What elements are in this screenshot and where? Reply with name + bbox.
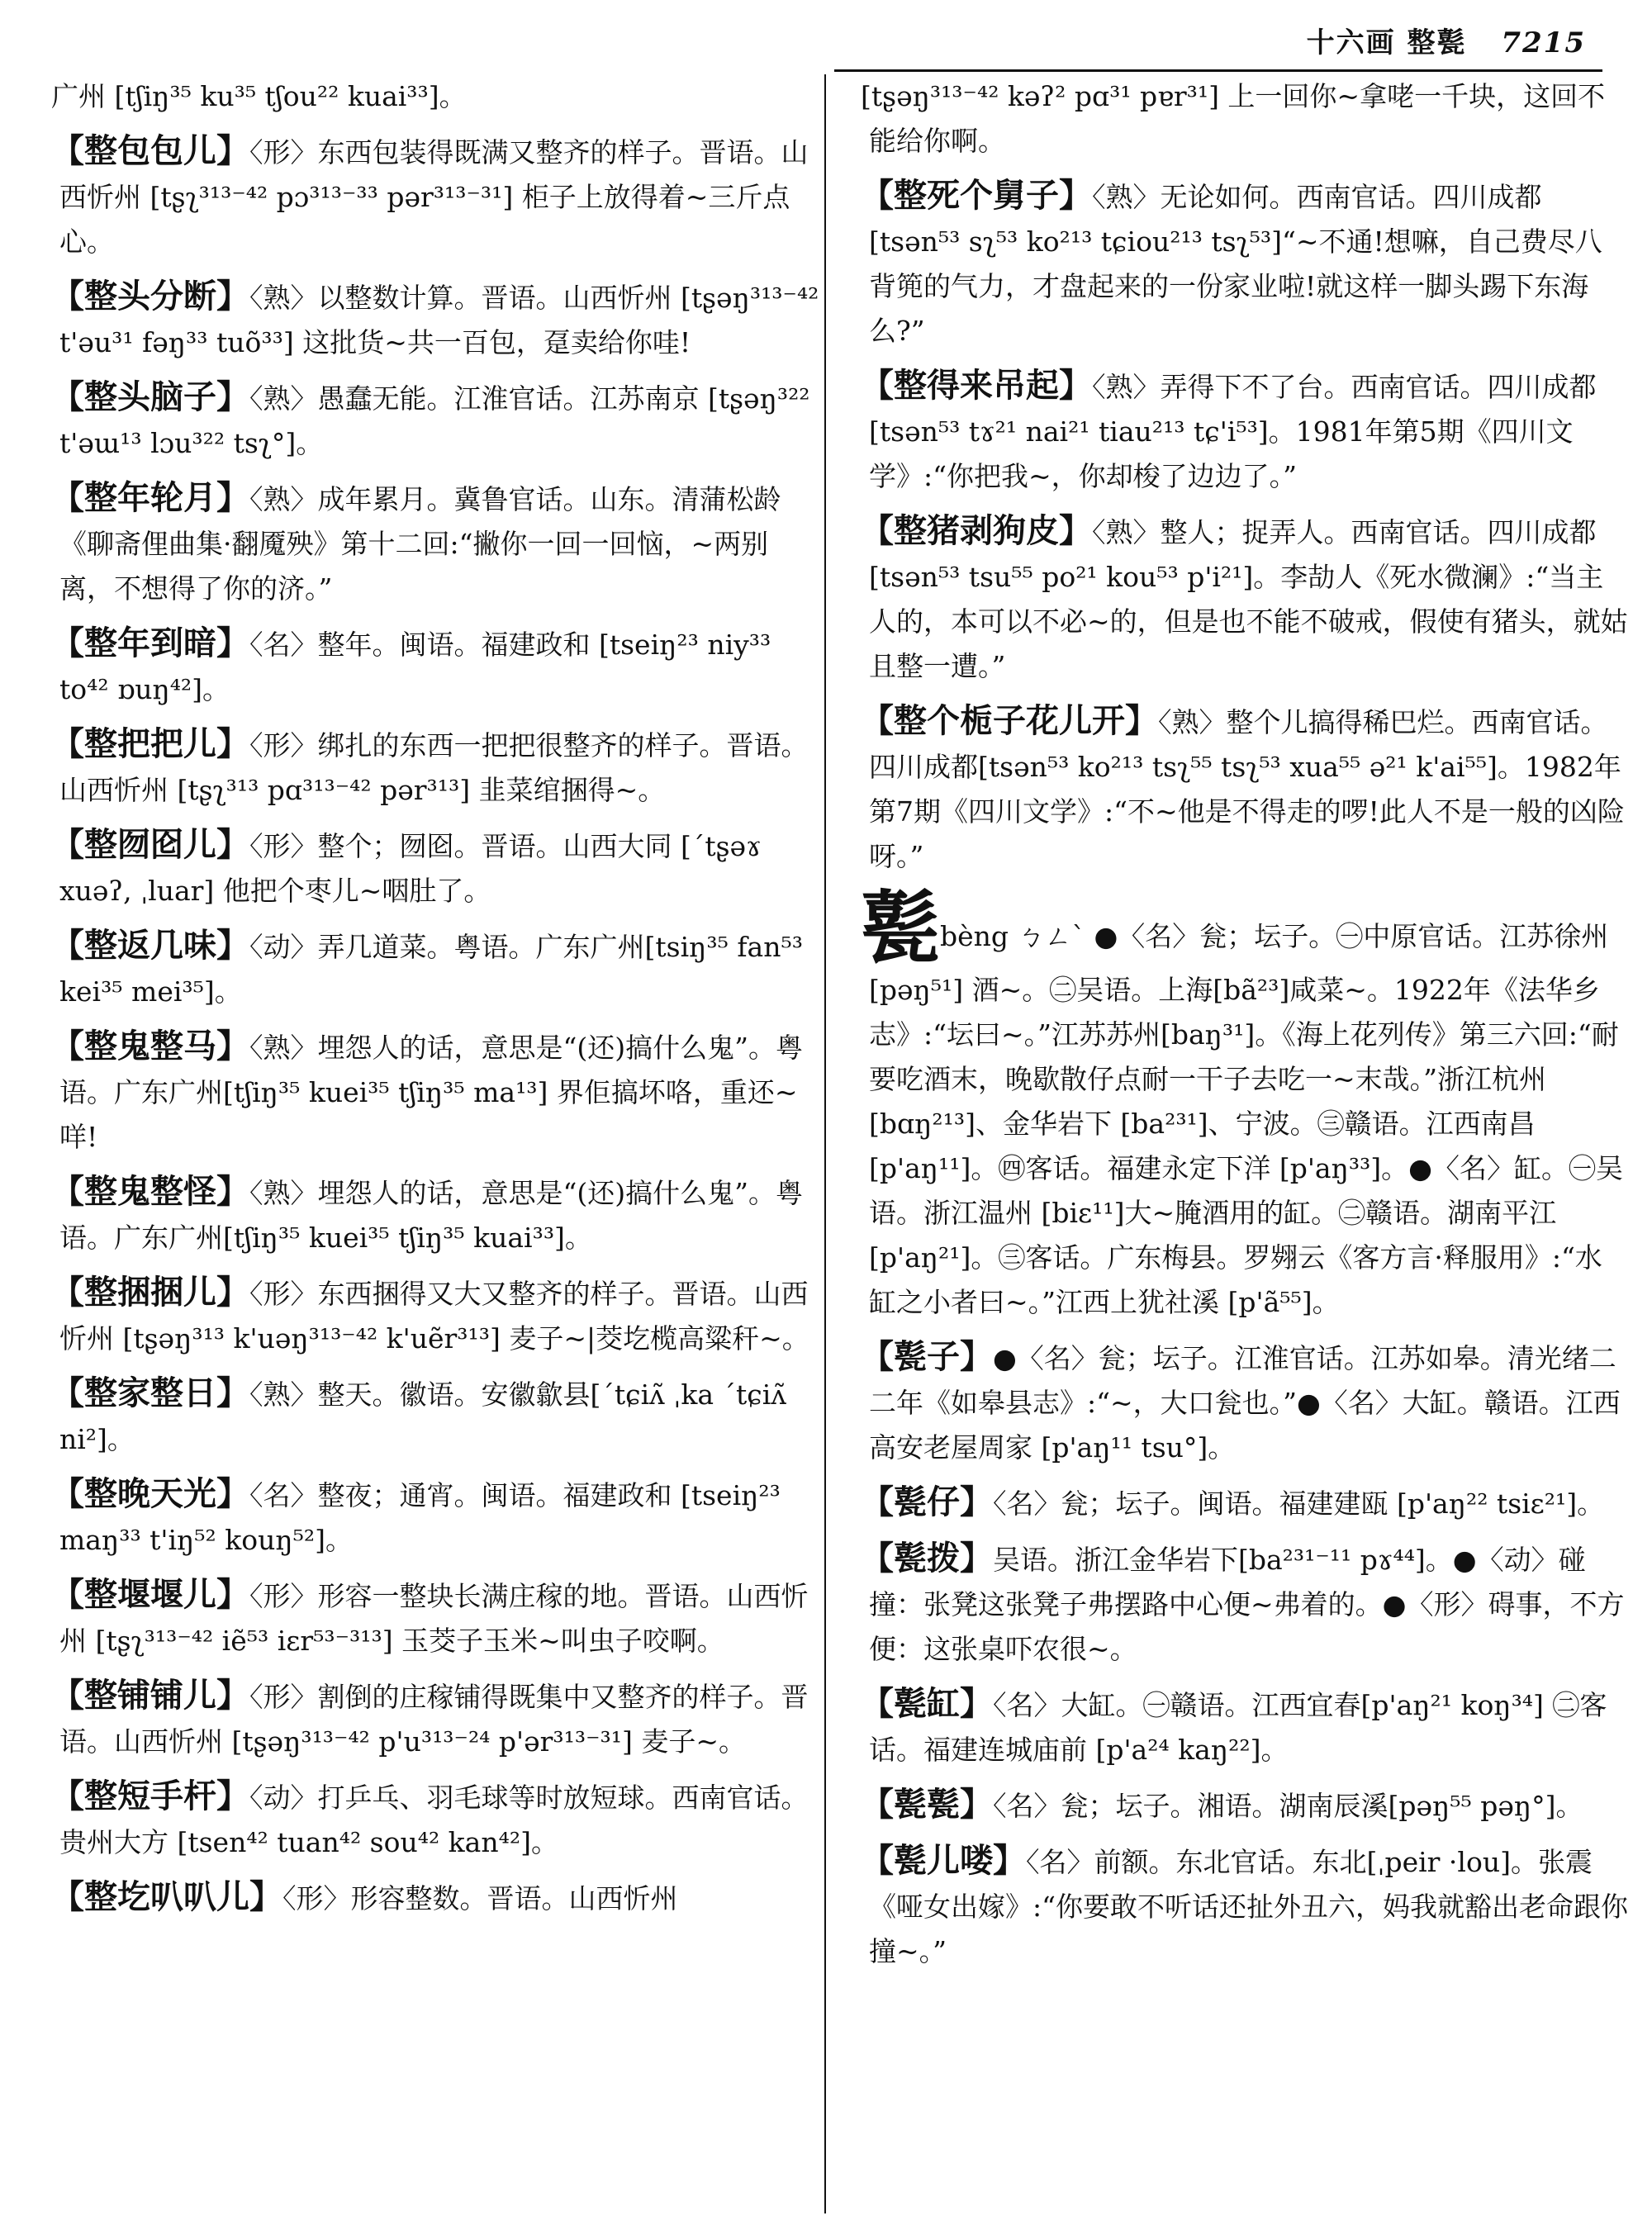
entry-headword: 【整圪叭叭儿】 — [51, 1877, 282, 1916]
entry-definition: bèng ㄅㄥˋ ●〈名〉瓮；坛子。㊀中原官话。江苏徐州 [pəŋ⁵¹] 酒~。㊁吴语。上海[bã²³]咸菜~。1922年《法华乡志》:“坛曰~。”江苏苏州[baŋ³¹]。《海上花列传》第三六回:“耐要吃酒末，晚歇散仔点耐一干子去吃一~末哉。”浙江杭州[bɑŋ²¹³]、金华岩下 [ba²³¹]、宁波。㊂赣语。江西南昌 [p'aŋ¹¹]。㊃客话。福建永定下洋 [p'aŋ³³]。●〈名〉缸。㊀吴语。浙江温州 [biɛ¹¹]大~腌酒用的缸。㊁赣语。湖南平江 [p'aŋ²¹]。㊂客话。广东梅县。罗翙云《客方言·释服用》:“水缸之小者曰~。”江西上犹社溪 [p'ã⁵⁵]。 — [869, 920, 1623, 1318]
entry-definition: [tʂəŋ³¹³⁻⁴² kəʔ² pɑ³¹ pɐr³¹] 上一回你~拿咾一千块，这回不能给你啊。 — [861, 80, 1606, 157]
entry-definition: 〈形〉整个；囫囵。晋语。山西大同 [ˊtʂəɤ xuəʔ, ˌluar] 他把个枣儿~咽肚了。 — [59, 830, 762, 907]
entry-definition: 〈熟〉整个儿搞得稀巴烂。西南官话。四川成都[tsən⁵³ ko²¹³ tsʅ⁵⁵ tsʅ⁵³ xua⁵⁵ ə²¹ k'ai⁵⁵]。1982年第7期《四川文学》:“不~他是不得走的啰!此人不是一般的凶险呀。” — [869, 706, 1625, 872]
entry-headword: 【甏子】 — [861, 1337, 993, 1376]
entry-definition: 〈名〉瓮；坛子。湘语。湖南辰溪[pəŋ⁵⁵ pəŋ°]。 — [993, 1790, 1583, 1822]
entry-headword: 【整鬼整怪】 — [51, 1172, 249, 1211]
dictionary-entry — [861, 363, 1629, 499]
header-rule — [834, 69, 1602, 72]
section-title: 十六画 整甏 — [1306, 26, 1467, 59]
dictionary-entry — [51, 1573, 819, 1663]
dictionary-entry — [861, 1536, 1629, 1672]
entry-definition: 〈熟〉无论如何。西南官话。四川成都 [tsən⁵³ sʅ⁵³ ko²¹³ tɕiou²¹³ tsʅ⁵³]“~不通!想嘛，自己费尽八背篼的气力，才盘起来的一份家业啦!就这样一脚头踢下东海么?” — [869, 181, 1602, 347]
column-divider — [824, 74, 826, 2213]
dictionary-entry — [51, 1024, 819, 1160]
entry-definition: 〈熟〉整天。徽语。安徽歙县[ˊtɕiʌ̃ ˌka ˊtɕiʌ̃ ni²]。 — [59, 1378, 786, 1455]
entry-definition: 〈熟〉埋怨人的话，意思是“(还)搞什么鬼”。粤语。广东广州[tʃiŋ³⁵ kuei³⁵ tʃiŋ³⁵ ma¹³] 界佢搞坏咯，重还~咩! — [59, 1032, 803, 1153]
entry-definition: 〈形〉形容整数。晋语。山西忻州 — [282, 1882, 678, 1914]
entry-definition: 〈名〉整年。闽语。福建政和 [tseiŋ²³ niy³³ to⁴² ɒuŋ⁴²]。 — [59, 629, 771, 705]
entry-headword: 【整得来吊起】 — [861, 366, 1092, 405]
dictionary-entry — [861, 699, 1629, 879]
entry-definition: 〈名〉前额。东北官话。东北[ˌpeir ·lou]。张震《哑女出嫁》:“你要敢不听话还扯外丑六，妈我就豁出老命跟你撞~。” — [869, 1846, 1628, 1967]
entry-headword: 【甏儿喽】 — [861, 1841, 1026, 1880]
dictionary-entry — [861, 74, 1629, 164]
entry-headword: 【整年到暗】 — [51, 624, 249, 662]
dictionary-entry — [861, 1480, 1629, 1526]
entry-headword: 【甏缸】 — [861, 1684, 993, 1723]
entry-headword: 【整堰堰儿】 — [51, 1575, 249, 1614]
dictionary-entry — [51, 375, 819, 466]
entry-headword: 【整短手杆】 — [51, 1777, 249, 1815]
entry-headword: 【整头脑子】 — [51, 377, 249, 416]
entry-headword: 【整把把儿】 — [51, 724, 249, 763]
dictionary-entry — [861, 881, 1629, 1325]
entry-headword: 【整返几味】 — [51, 926, 249, 965]
entry-definition: 〈熟〉成年累月。冀鲁官话。山东。清蒲松龄《聊斋俚曲集·翻魇殃》第十二回:“撇你一回一回恼，~两别离，不想得了你的济。” — [59, 483, 781, 605]
dictionary-entry — [861, 509, 1629, 689]
entry-headword: 【整家整日】 — [51, 1374, 249, 1412]
dictionary-entry — [51, 129, 819, 264]
dictionary-entry — [51, 923, 819, 1014]
dictionary-entry — [51, 1170, 819, 1260]
entry-definition: ●〈名〉瓮；坛子。江淮官话。江苏如皋。清光绪二二年《如皋县志》:“~，大口瓮也。”●〈名〉大缸。赣语。江西高安老屋周家 [p'aŋ¹¹ tsu°]。 — [869, 1342, 1621, 1464]
page-number: 7215 — [1501, 26, 1586, 59]
entry-headword: 【甏仔】 — [861, 1483, 993, 1521]
entry-definition: 〈熟〉愚蠢无能。江淮官话。江苏南京 [tʂəŋ³²² t'əɯ¹³ lɔu³²² tsʅ°]。 — [59, 382, 810, 459]
entry-headword: 【整鬼整马】 — [51, 1027, 249, 1065]
dictionary-entry — [51, 1875, 819, 1921]
dictionary-entry — [861, 1335, 1629, 1470]
entry-definition: 〈形〉形容一整块长满庄稼的地。晋语。山西忻州 [tʂʅ³¹³⁻⁴² iẽ⁵³ iɛr⁵³⁻³¹³] 玉茭子玉米~叫虫子咬啊。 — [59, 1580, 809, 1657]
dictionary-entry — [51, 621, 819, 712]
dictionary-entry — [51, 274, 819, 365]
entry-headword: 【整囫囵儿】 — [51, 825, 249, 864]
entry-definition: 〈熟〉以整数计算。晋语。山西忻州 [tʂəŋ³¹³⁻⁴² t'əu³¹ fəŋ³³ tuõ³³] 这批货~共一百包，趸卖给你哇! — [59, 282, 819, 358]
dictionary-entry — [51, 1774, 819, 1865]
entry-definition: 广州 [tʃiŋ³⁵ ku³⁵ tʃou²² kuai³³]。 — [51, 80, 467, 112]
entry-headword: 【甏拨】 — [861, 1539, 993, 1578]
entry-definition: 〈熟〉弄得下不了台。西南官话。四川成都[tsən⁵³ tɤ²¹ nai²¹ tiau²¹³ tɕ'i⁵³]。1981年第5期《四川文学》:“你把我~，你却梭了边边了。” — [869, 371, 1597, 492]
entry-headword: 【整捆捆儿】 — [51, 1273, 249, 1312]
entry-definition: 〈名〉瓮；坛子。闽语。福建建瓯 [p'aŋ²² tsiɛ²¹]。 — [993, 1487, 1605, 1520]
dictionary-entry — [861, 173, 1629, 353]
dictionary-entry — [861, 1682, 1629, 1772]
entry-headword: 【甏甏】 — [861, 1785, 993, 1824]
entry-definition: 〈名〉整夜；通宵。闽语。福建政和 [tseiŋ²³ maŋ³³ t'iŋ⁵² kouŋ⁵²]。 — [59, 1479, 781, 1556]
entry-headword: 【整猪剥狗皮】 — [861, 511, 1092, 550]
entry-definition: 〈形〉割倒的庄稼铺得既集中又整齐的样子。晋语。山西忻州 [tʂəŋ³¹³⁻⁴² p'u³¹³⁻²⁴ p'ər³¹³⁻³¹] 麦子~。 — [59, 1681, 809, 1758]
page-header — [1307, 20, 1586, 60]
dictionary-entry — [51, 1673, 819, 1764]
headword-character: 甏 — [861, 881, 940, 975]
dictionary-entry — [51, 1472, 819, 1563]
dictionary-entry — [51, 1270, 819, 1361]
entry-definition: 〈形〉东西捆得又大又整齐的样子。晋语。山西忻州 [tʂəŋ³¹³ k'uəŋ³¹³⁻⁴² k'uẽr³¹³] 麦子~|茭圪榄高粱秆~。 — [59, 1278, 809, 1355]
dictionary-entry — [51, 476, 819, 611]
entry-headword: 【整死个舅子】 — [861, 176, 1092, 215]
dictionary-entry — [51, 1371, 819, 1462]
dictionary-entry — [51, 722, 819, 813]
entry-definition: 〈动〉弄几道菜。粤语。广东广州[tsiŋ³⁵ fan⁵³ kei³⁵ mei³⁵]。 — [59, 931, 803, 1008]
entry-definition: 〈熟〉整人；捉弄人。西南官话。四川成都 [tsən⁵³ tsu⁵⁵ po²¹ kou⁵³ p'i²¹]。李劼人《死水微澜》:“当主人的，本可以不必~的，但是也不能不破戒，假使有猪头，就姑且整一遭。” — [869, 516, 1628, 682]
entry-definition: 〈名〉大缸。㊀赣语。江西宜春[p'aŋ²¹ koŋ³⁴] ㊁客话。福建连城庙前 [p'a²⁴ kaŋ²²]。 — [869, 1689, 1607, 1766]
entry-headword: 【整晚天光】 — [51, 1474, 249, 1513]
entry-definition: 〈熟〉埋怨人的话，意思是“(还)搞什么鬼”。粤语。广东广州[tʃiŋ³⁵ kuei³⁵ tʃiŋ³⁵ kuai³³]。 — [59, 1177, 803, 1254]
left-column — [51, 74, 819, 1931]
entry-headword: 【整年轮月】 — [51, 478, 249, 517]
entry-headword: 【整铺铺儿】 — [51, 1676, 249, 1715]
entry-headword: 【整头分断】 — [51, 277, 249, 316]
dictionary-entry — [51, 74, 819, 119]
entry-definition: 〈形〉东西包装得既满又整齐的样子。晋语。山西忻州 [tʂʅ³¹³⁻⁴² pɔ³¹³⁻³³ pər³¹³⁻³¹] 柜子上放得着~三斤点心。 — [59, 136, 809, 258]
entry-definition: 吴语。浙江金华岩下[ba²³¹⁻¹¹ pɤ⁴⁴]。●〈动〉碰撞：张凳这张凳子弗摆路中心便~弗着的。●〈形〉碍事，不方便：这张桌吓农很~。 — [869, 1544, 1625, 1665]
dictionary-entry — [51, 823, 819, 913]
entry-definition: 〈动〉打乒乓、羽毛球等时放短球。西南官话。贵州大方 [tsen⁴² tuan⁴² sou⁴² kan⁴²]。 — [59, 1782, 809, 1858]
right-column — [861, 74, 1629, 1984]
dictionary-entry — [861, 1839, 1629, 1974]
entry-headword: 【整个栀子花儿开】 — [861, 701, 1158, 740]
entry-headword: 【整包包儿】 — [51, 131, 249, 170]
dictionary-entry — [861, 1782, 1629, 1829]
entry-definition: 〈形〉绑扎的东西一把把很整齐的样子。晋语。山西忻州 [tʂʅ³¹³ pɑ³¹³⁻⁴² pər³¹³] 韭菜绾捆得~。 — [59, 729, 809, 806]
